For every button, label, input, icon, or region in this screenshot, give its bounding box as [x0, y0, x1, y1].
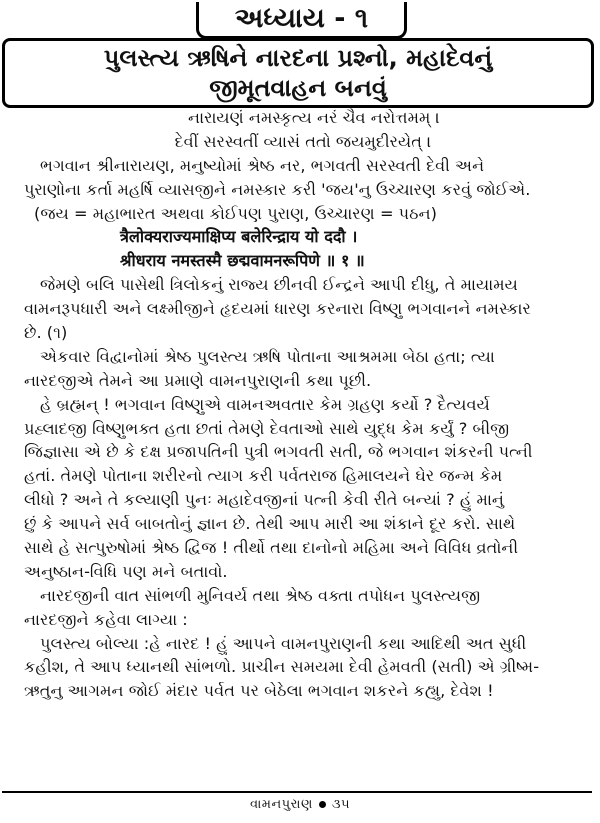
paragraph-line: સાથે હે સત્પુરુષોમાં શ્રેષ્ઠ દ્વિજ ! તીર્થો તથા દાનોનો મહિમા અને વિવિધ વ્રતોની: [24, 538, 519, 558]
chapter-title-line-1: પુલસ્ત્ય ઋષિને નારદના પ્રશ્નો, મહાદેવનું: [103, 44, 493, 72]
footer-rule: [2, 791, 592, 793]
paragraph-line: લીધો ? અને તે કલ્યાણી પુનઃ મહાદેવજીનાં પત્ની કેવી રીતે બન્યાં ? હું માનું: [24, 490, 504, 510]
paragraph-line: હે બ્રહ્મન્ ! ભગવાન વિષ્ણુએ વામનઅવતાર કેમ ગ્રહણ કર્યો ? દૈત્યવર્ય: [40, 394, 490, 414]
page-number: ૩૫: [331, 797, 351, 812]
shloka-line: નારાયણં નમસ્કૃત્ય નરં ચૈવ નરોત્તમમ્ ।: [188, 108, 440, 127]
paragraph-line: છું કે આપને સર્વ બાબતોનું જ્ઞાન છે. તેથી આપ મારી આ શંકાને દૂર કરો. સાથે: [24, 514, 516, 534]
paragraph-line: પ્રહ્લાદજી વિષ્ણુભક્ત હતા છતાં તેમણે દેવતાઓ સાથે યુદ્ધ કેમ કર્યું ? બીજી: [24, 418, 510, 438]
paragraph-line: નારદજીને કહેવા લાગ્યા :: [24, 609, 188, 629]
paragraph-line: પુરાણોના કર્તા મહર્ષિ વ્યાસજીને નમસ્કાર કરી 'જય'નુ ઉચ્ચારણ કરવું જોઈએ.: [24, 179, 531, 199]
sanskrit-shloka-line: त्रैलोक्यराज्यमाक्षिप्य बलेरिन्द्राय यो ददौ ।: [120, 227, 358, 247]
paragraph-line: પુલસ્ત્ય બોલ્યા :હે નારદ ! હું આપને વામનપુરાણની કથા આદિથી અત સુધી: [40, 633, 527, 653]
paragraph-line: નારદજીની વાત સાંભળી મુનિવર્ય તથા શ્રેષ્ઠ વક્તા તપોધન પુલસ્ત્યજી: [40, 585, 481, 605]
chapter-title-line-2: જીમૂતવાહન બનવું: [209, 74, 387, 102]
paragraph-line: જેમણે બલિ પાસેથી ત્રિલોકનું રાજ્ય છીનવી ઈન્દ્રને આપી દીધુ, તે માયામય: [40, 275, 518, 295]
chapter-title-box: [2, 38, 594, 108]
chapter-label: અધ્યાય - ૧: [234, 3, 369, 34]
body-text: [24, 106, 590, 703]
chapter-heading: [196, 2, 407, 39]
paragraph-line: છે. (૧): [24, 323, 68, 343]
sanskrit-shloka-line: श्रीधराय नमस्तस्मै छद्मवामनरूपिणे ॥ १ ॥: [120, 251, 365, 271]
paragraph-line: જિજ્ઞાસા એ છે કે દક્ષ પ્રજાપતિની પુત્રી ભગવતી સતી, જે ભગવાન શંકરની પત્ની: [24, 442, 533, 462]
page-footer: [0, 797, 600, 812]
paragraph-line: અનુષ્ઠાન-વિધિ પણ મને બતાવો.: [24, 561, 228, 581]
shloka-line: દેવીં સરસ્વતીં વ્યાસં તતો જયમુદીરયેત્ ।: [174, 131, 432, 151]
paragraph-line: એકવાર વિદ્વાનોમાં શ્રેષ્ઠ પુલસ્ત્ય ઋષિ પોતાના આશ્રમમા બેઠા હતા; ત્યા: [40, 346, 495, 366]
paragraph-line: નારદજીએ તેમને આ પ્રમાણે વામનપુરાણની કથા પૂછી.: [24, 370, 372, 390]
paragraph-line: ઋતુનુ આગમન જોઈ મંદાર પર્વત પર બેઠેલા ભગવાન શકરને કહ્યુ, દેવેશ !: [24, 681, 494, 701]
paragraph-line: વામનરૂપધારી અને લક્ષ્મીજીને હૃદયમાં ધારણ કરનારા વિષ્ણુ ભગવાનને નમસ્કાર: [24, 299, 531, 319]
paragraph-line: (જય = મહાભારત અથવા કોઈપણ પુરાણ, ઉચ્ચારણ = પઠન): [34, 203, 437, 223]
paragraph-line: ભગવાન શ્રીનારાયણ, મનુષ્યોમાં શ્રેષ્ઠ નર, ભગવતી સરસ્વતી દેવી અને: [40, 155, 485, 175]
bullet-dot-icon: [319, 801, 326, 808]
paragraph-line: હતાં. તેમણે પોતાના શરીરનો ત્યાગ કરી પર્વતરાજ હિમાલયને ઘેર જન્મ કેમ: [24, 466, 503, 486]
paragraph-line: કહીશ, તે આપ ધ્યાનથી સાંભળો. પ્રાચીન સમયમા દેવી હેમવતી (સતી) એ ગ્રીષ્મ-: [24, 657, 540, 677]
footer-book-title: વામનપુરાણ: [249, 797, 313, 812]
